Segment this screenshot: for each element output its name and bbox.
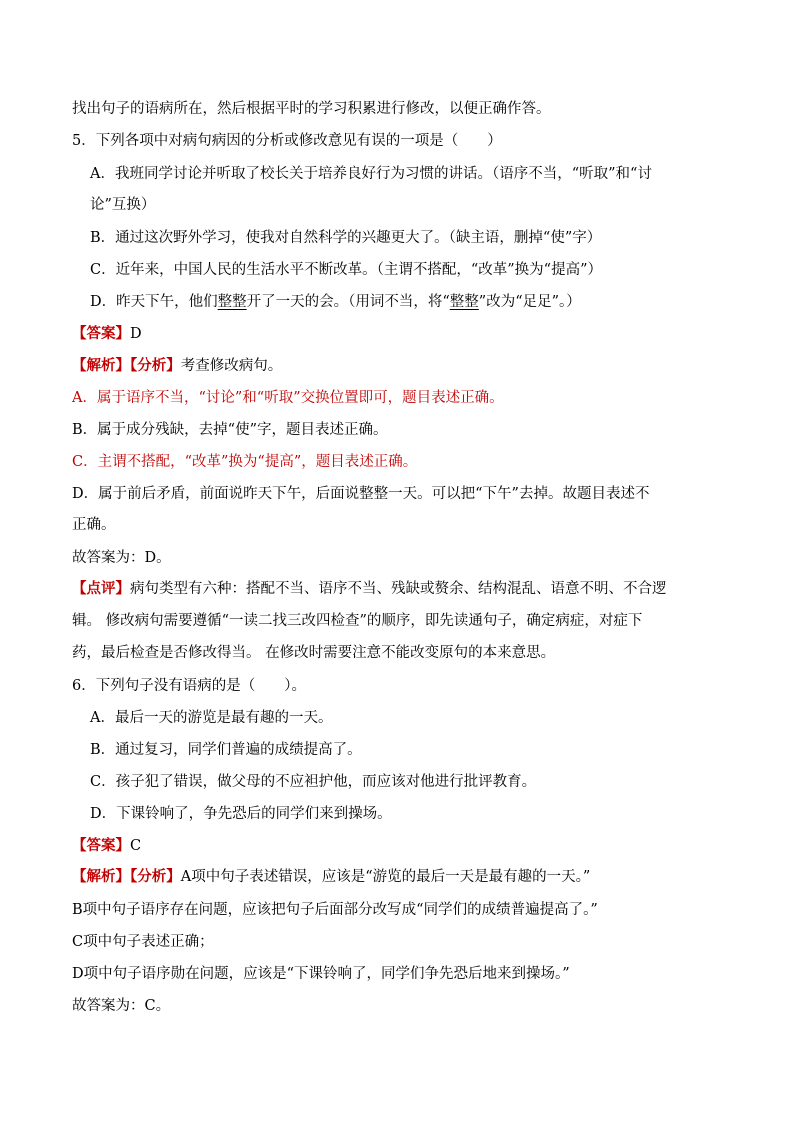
q6-option-d: D．下课铃响了，争先恐后的同学们来到操场。 <box>90 806 392 822</box>
q6-conclusion: 故答案为：C。 <box>72 998 171 1014</box>
q5-explain-b: B．属于成分残缺，去掉“使”字，题目表述正确。 <box>72 422 388 438</box>
q6-answer <box>72 835 141 857</box>
q5-option-d-underlined-1: 整整 <box>217 294 247 310</box>
q5-analysis-tag: 【解析】【分析】 <box>72 357 181 374</box>
q5-option-d-pre: D．昨天下午，他们 <box>90 294 218 310</box>
q5-option-d-underlined-2: 整整 <box>449 294 479 310</box>
q6-option-a: A．最后一天的游览是最有趣的一天。 <box>90 710 333 726</box>
q5-comment-line3: 药，最后检查是否修改得当。 在修改时需要注意不能改变原句的本来意思。 <box>72 645 556 661</box>
q5-answer <box>72 323 142 345</box>
q5-option-d-mid: 开了一天的会。（用词不当，将“ <box>246 294 450 310</box>
q5-option-a-line1: A．我班同学讨论并听取了校长关于培养良好行为习惯的讲话。（语序不当，“听取”和“讨 <box>90 166 652 182</box>
q5-option-c: C．近年来，中国人民的生活水平不断改革。（主谓不搭配，“改革”换为“提高”） <box>90 262 602 278</box>
q5-answer-value: D <box>130 326 142 342</box>
q5-explain-d-line2: 正确。 <box>72 517 116 533</box>
q6-explain-b: B项中句子语序存在问题，应该把句子后面部分改写成“同学们的成绩普遍提高了。” <box>72 902 598 918</box>
q6-answer-value: C <box>130 838 142 854</box>
q5-analysis-text: 考查修改病句。 <box>180 358 283 374</box>
q5-analysis <box>72 355 282 377</box>
q5-comment-line1 <box>72 578 667 600</box>
q5-stem: 5．下列各项中对病句病因的分析或修改意见有误的一项是（ ） <box>72 133 502 149</box>
intro-text: 找出句子的语病所在，然后根据平时的学习积累进行修改，以便正确作答。 <box>72 101 551 117</box>
q5-conclusion: 故答案为：D。 <box>72 550 171 566</box>
q5-explain-a: A．属于语序不当，“讨论”和“听取”交换位置即可，题目表述正确。 <box>72 390 504 406</box>
q6-answer-tag: 【答案】 <box>72 837 130 854</box>
q5-explain-c: C．主谓不搭配，“改革”换为“提高”，题目表述正确。 <box>72 454 418 470</box>
q5-option-d-post: ”改为“足足”。） <box>478 294 581 310</box>
q5-option-a-line2: 论”互换） <box>90 197 156 213</box>
q6-option-b: B．通过复习，同学们普遍的成绩提高了。 <box>90 742 362 758</box>
q5-comment-tag: 【点评】 <box>72 580 130 597</box>
q5-option-d <box>90 291 581 313</box>
q6-analysis-tag: 【解析】【分析】 <box>72 868 181 885</box>
q5-explain-d-line1: D．属于前后矛盾，前面说昨天下午，后面说整整一天。可以把“下午”去掉。故题目表述不 <box>72 486 650 502</box>
q6-explain-c: C项中句子表述正确； <box>72 934 214 950</box>
q5-comment-line2: 辑。 修改病句需要遵循“一读二找三改四检查”的顺序，即先读通句子，确定病症，对症下 <box>72 613 643 629</box>
q6-option-c: C．孩子犯了错误，做父母的不应袒护他，而应该对他进行批评教育。 <box>90 774 537 790</box>
q6-explain-d: D项中句子语序勋在问题，应该是“下课铃响了，同学们争先恐后地来到操场。” <box>72 966 570 982</box>
q5-answer-tag: 【答案】 <box>72 325 130 342</box>
q5-option-b: B．通过这次野外学习，使我对自然科学的兴趣更大了。（缺主语，删掉“使”字） <box>90 230 602 246</box>
q6-analysis <box>72 866 590 888</box>
q6-explain-a: A项中句子表述错误，应该是“游览的最后一天是最有趣的一天。” <box>180 869 591 885</box>
q6-stem: 6．下列句子没有语病的是（ ）。 <box>72 678 306 694</box>
q5-comment-text-1: 病句类型有六种：搭配不当、语序不当、残缺或赘余、结构混乱、语意不明、不合逻 <box>130 581 667 597</box>
